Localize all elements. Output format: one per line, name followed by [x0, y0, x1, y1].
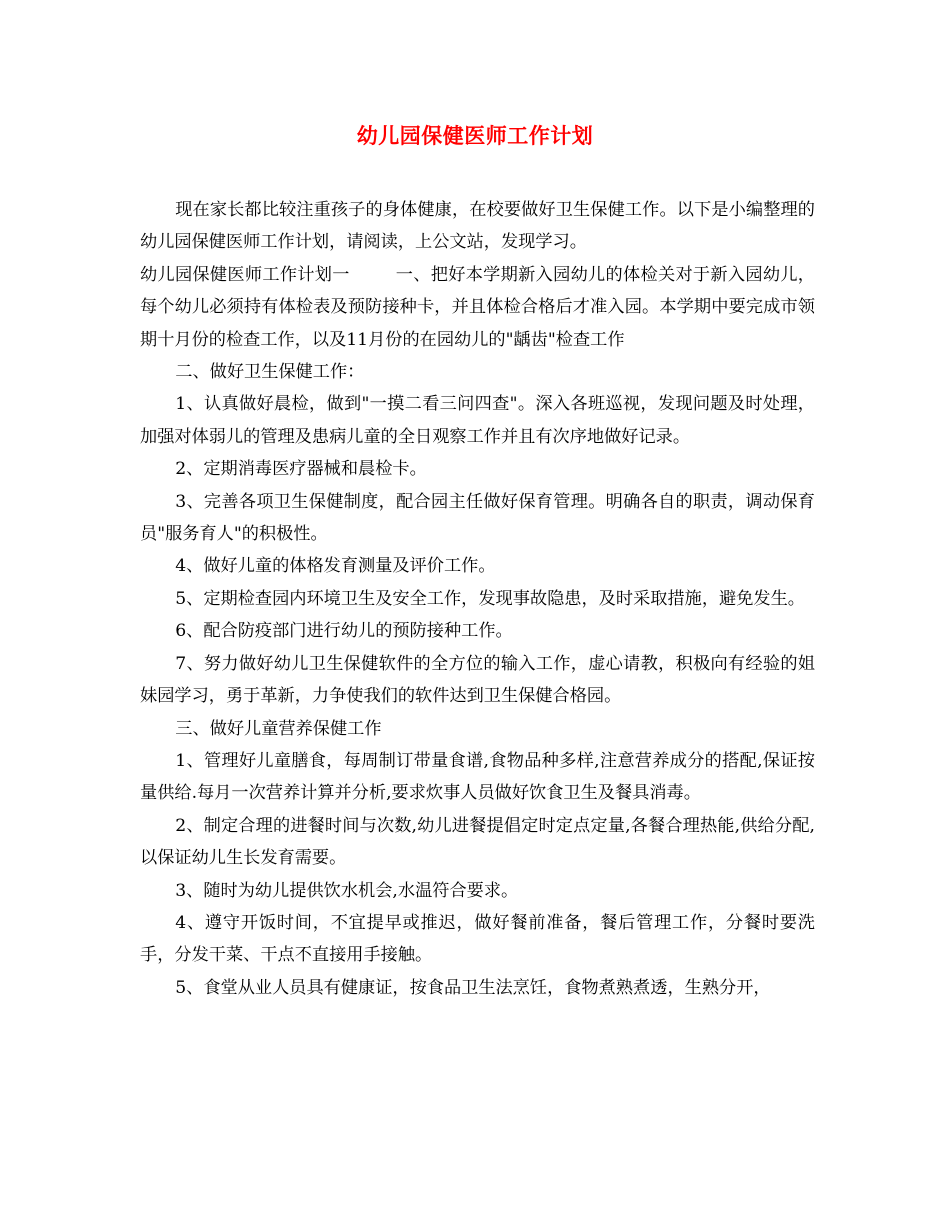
paragraph: 二、做好卫生保健工作：: [175, 362, 365, 383]
paragraph: 幼儿园保健医师工作计划一 一、把好本学期新入园幼儿的体检关对于新入园幼儿，每个幼儿必须持有体检表及预防接种卡，并且体检合格后才准入园。本学期中要完成市领期十月份的检查工作，以及11月份的在园幼儿的"龋齿"检查工作: [140, 264, 815, 350]
paragraph: 2、定期消毒医疗器械和晨检卡。: [175, 459, 427, 480]
paragraph: 7、努力做好幼儿卫生保健软件的全方位的输入工作，虚心请教，积极向有经验的姐妹园学习，勇于革新，力争使我们的软件达到卫生保健合格园。: [140, 653, 815, 707]
paragraph: 1、管理好儿童膳食，每周制订带量食谱,食物品种多样,注意营养成分的搭配,保证按量供给.每月一次营养计算并分析,要求炊事人员做好饮食卫生及餐具消毒。: [140, 750, 815, 804]
paragraph: 5、定期检查园内环境卫生及安全工作，发现事故隐患，及时采取措施，避免发生。: [175, 588, 805, 609]
paragraph: 2、制定合理的进餐时间与次数,幼儿进餐提倡定时定点定量,各餐合理热能,供给分配,以保证幼儿生长发育需要。: [140, 815, 815, 869]
paragraph: 4、遵守开饭时间，不宜提早或推迟，做好餐前准备，餐后管理工作，分餐时要洗手，分发干菜、干点不直接用手接触。: [140, 912, 815, 966]
document-body: [140, 194, 815, 1004]
paragraph: 1、认真做好晨检，做到"一摸二看三问四查"。深入各班巡视，发现问题及时处理，加强对体弱儿的管理及患病儿童的全日观察工作并且有次序地做好记录。: [140, 394, 815, 447]
paragraph: 现在家长都比较注重孩子的身体健康，在校要做好卫生保健工作。以下是小编整理的幼儿园保健医师工作计划，请阅读，上公文站，发现学习。: [140, 200, 815, 253]
paragraph: 三、做好儿童营养保健工作: [175, 718, 382, 739]
paragraph: 5、食堂从业人员具有健康证，按食品卫生法烹饪，食物煮熟煮透，生熟分开，: [175, 977, 771, 998]
paragraph: 3、完善各项卫生保健制度，配合园主任做好保育管理。明确各自的职责，调动保育员"服务育人"的积极性。: [140, 491, 815, 545]
paragraph: 4、做好儿童的体格发育测量及评价工作。: [175, 556, 496, 577]
paragraph: 3、随时为幼儿提供饮水机会,水温符合要求。: [175, 880, 519, 901]
document-title: 幼儿园保健医师工作计划: [356, 123, 594, 148]
paragraph: 6、配合防疫部门进行幼儿的预防接种工作。: [175, 621, 513, 642]
